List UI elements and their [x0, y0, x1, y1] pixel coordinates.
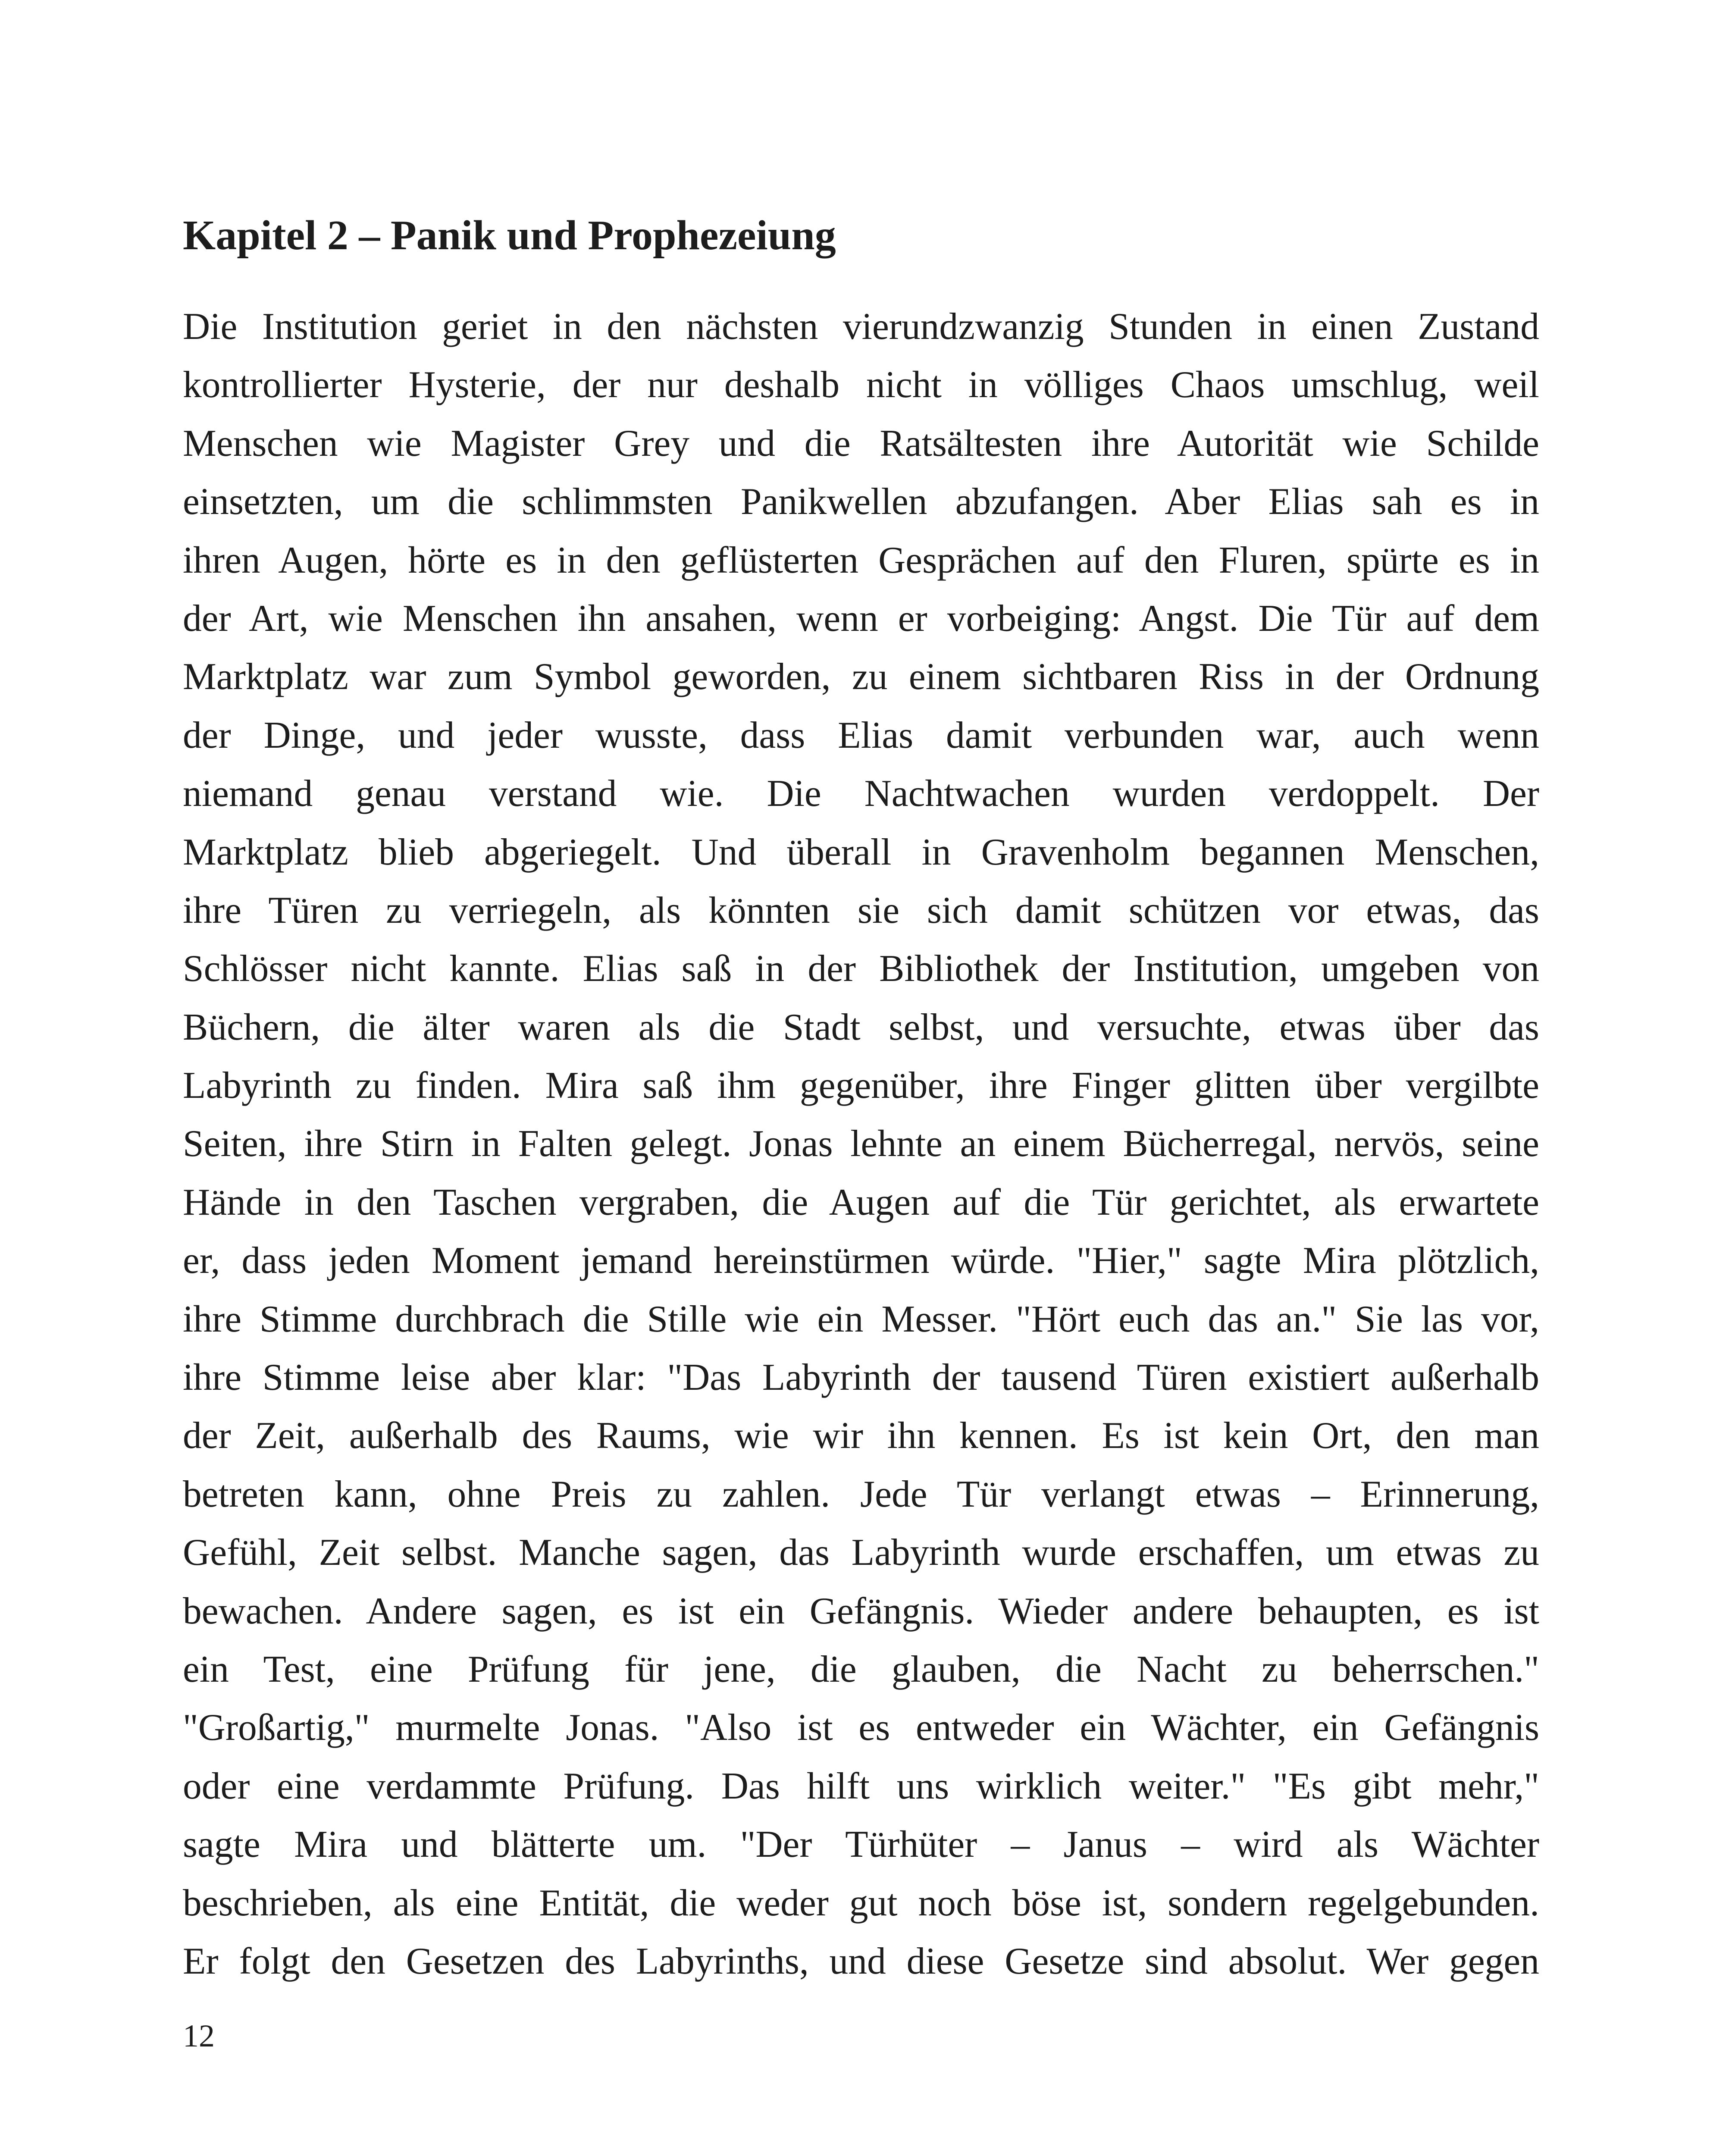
- text-line: niemand genau verstand wie. Die Nachtwachen wurden verdoppelt. Der: [183, 772, 1539, 815]
- text-line: ein Test, eine Prüfung für jene, die glauben, die Nacht zu beherrschen.": [183, 1648, 1539, 1690]
- text-line: Marktplatz war zum Symbol geworden, zu einem sichtbaren Riss in der Ordnung: [183, 655, 1539, 698]
- text-line: der Art, wie Menschen ihn ansahen, wenn er vorbeiging: Angst. Die Tür auf dem: [183, 597, 1539, 639]
- text-line: "Großartig," murmelte Jonas. "Also ist es entweder ein Wächter, ein Gefängnis: [183, 1706, 1539, 1749]
- body-text: [183, 297, 1539, 1990]
- text-line: oder eine verdammte Prüfung. Das hilft uns wirklich weiter." "Es gibt mehr,": [183, 1764, 1539, 1807]
- text-line: der Dinge, und jeder wusste, dass Elias damit verbunden war, auch wenn: [183, 714, 1539, 756]
- text-line: Die Institution geriet in den nächsten vierundzwanzig Stunden in einen Zustand: [183, 305, 1539, 347]
- text-line: ihre Türen zu verriegeln, als könnten sie sich damit schützen vor etwas, das: [183, 889, 1539, 931]
- text-line: Hände in den Taschen vergraben, die Augen auf die Tür gerichtet, als erwartete: [183, 1181, 1539, 1223]
- text-line: ihre Stimme leise aber klar: "Das Labyrinth der tausend Türen existiert außerhalb: [183, 1356, 1539, 1398]
- chapter-title: Kapitel 2 – Panik und Prophezeiung: [183, 212, 836, 259]
- text-line: kontrollierter Hysterie, der nur deshalb nicht in völliges Chaos umschlug, weil: [183, 364, 1539, 406]
- text-line: Menschen wie Magister Grey und die Ratsältesten ihre Autorität wie Schilde: [183, 422, 1539, 464]
- text-line: sagte Mira und blätterte um. "Der Türhüter – Janus – wird als Wächter: [183, 1823, 1539, 1865]
- text-line: Er folgt den Gesetzen des Labyrinths, und diese Gesetze sind absolut. Wer gegen: [183, 1940, 1539, 1982]
- text-line: Marktplatz blieb abgeriegelt. Und überall in Gravenholm begannen Menschen,: [183, 830, 1539, 873]
- text-line: er, dass jeden Moment jemand hereinstürmen würde. "Hier," sagte Mira plötzlich,: [183, 1239, 1539, 1282]
- text-line: Labyrinth zu finden. Mira saß ihm gegenüber, ihre Finger glitten über vergilbte: [183, 1064, 1539, 1106]
- text-line: einsetzten, um die schlimmsten Panikwellen abzufangen. Aber Elias sah es in: [183, 480, 1539, 523]
- text-line: bewachen. Andere sagen, es ist ein Gefängnis. Wieder andere behaupten, es ist: [183, 1589, 1539, 1632]
- text-line: ihre Stimme durchbrach die Stille wie ein Messer. "Hört euch das an." Sie las vor,: [183, 1297, 1539, 1340]
- text-line: Seiten, ihre Stirn in Falten gelegt. Jonas lehnte an einem Bücherregal, nervös, seine: [183, 1122, 1539, 1165]
- text-line: Gefühl, Zeit selbst. Manche sagen, das Labyrinth wurde erschaffen, um etwas zu: [183, 1531, 1539, 1573]
- text-line: der Zeit, außerhalb des Raums, wie wir ihn kennen. Es ist kein Ort, den man: [183, 1414, 1539, 1457]
- text-line: ihren Augen, hörte es in den geflüsterten Gesprächen auf den Fluren, spürte es in: [183, 539, 1539, 581]
- text-line: beschrieben, als eine Entität, die weder gut noch böse ist, sondern regelgebunden.: [183, 1881, 1539, 1924]
- text-line: Büchern, die älter waren als die Stadt selbst, und versuchte, etwas über das: [183, 1006, 1539, 1048]
- text-line: Schlösser nicht kannte. Elias saß in der Bibliothek der Institution, umgeben von: [183, 947, 1539, 990]
- text-line: betreten kann, ohne Preis zu zahlen. Jede Tür verlangt etwas – Erinnerung,: [183, 1473, 1539, 1515]
- page-number: 12: [183, 2018, 215, 2054]
